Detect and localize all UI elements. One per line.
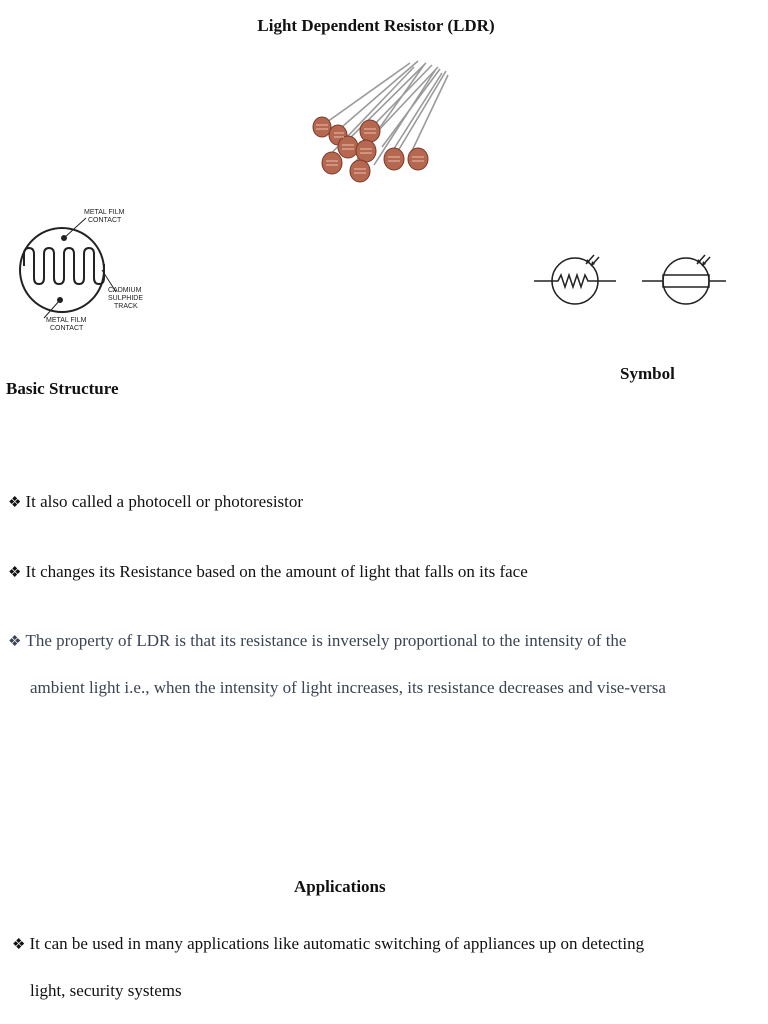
point-1-text: It also called a photocell or photoresistor: [25, 492, 304, 511]
point-1: [8, 492, 303, 512]
ldr-photo-image: [290, 55, 460, 190]
point-3: [8, 631, 626, 651]
point-2: [8, 562, 528, 582]
application-line-1: It can be used in many applications like automatic switching of appliances up on detecting: [29, 934, 645, 953]
diamond-bullet-icon: ❖: [12, 937, 26, 953]
diamond-bullet-icon: ❖: [8, 634, 22, 650]
cadmium-label-1: CADMIUM: [108, 287, 142, 294]
basic-structure-label: Basic Structure: [6, 379, 119, 398]
metal-film-top-label-1: METAL FILM: [84, 209, 125, 216]
application-line-2: light, security systems: [30, 981, 182, 1000]
metal-film-top-label-2: CONTACT: [88, 217, 122, 224]
point-3-line-1: The property of LDR is that its resistance is inversely proportional to the intensity of the: [25, 631, 627, 650]
metal-film-bottom-label-2: CONTACT: [50, 325, 84, 332]
diamond-bullet-icon: ❖: [8, 495, 22, 511]
ldr-symbol-diagram: [530, 240, 730, 315]
cadmium-label-3: TRACK: [114, 303, 138, 310]
basic-structure-diagram: [14, 200, 164, 340]
applications-heading: Applications: [294, 877, 386, 896]
diamond-bullet-icon: ❖: [8, 565, 22, 581]
application-point: [12, 934, 644, 954]
page-title: Light Dependent Resistor (LDR): [257, 16, 495, 35]
metal-film-bottom-label-1: METAL FILM: [46, 317, 87, 324]
cadmium-label-2: SULPHIDE: [108, 295, 144, 302]
point-3-line-2: ambient light i.e., when the intensity of light increases, its resistance decreases and vise-versa: [30, 678, 666, 697]
symbol-label: Symbol: [620, 364, 675, 383]
point-2-text: It changes its Resistance based on the amount of light that falls on its face: [25, 562, 528, 581]
